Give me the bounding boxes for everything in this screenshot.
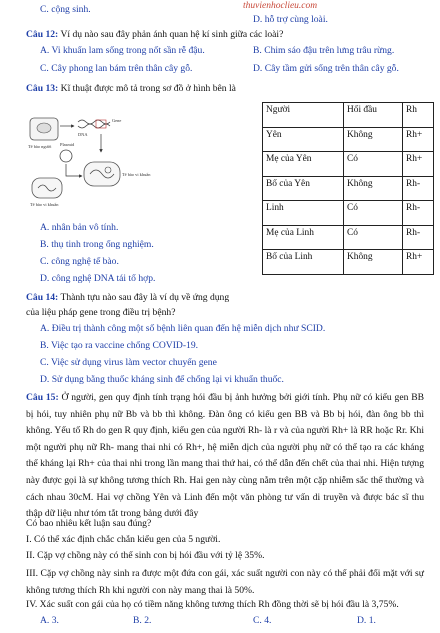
- table-cell: Có: [344, 152, 403, 177]
- recombinant-dna-diagram: [26, 116, 156, 210]
- q12-option-c: C. Cây phong lan bám trên thân cây gỗ.: [40, 63, 193, 74]
- table-cell: Rh-: [403, 176, 434, 201]
- table-row: [263, 127, 434, 152]
- question-text: Ở người, gen quy định tính trạng hói đầu bị ảnh hưởng bởi giới tính. Phụ nữ có kiểu gen BB bị hói, tuy nhiên phụ nữ Bb và bb thì không. Đàn ông có kiểu gen BB và Bb bị hói, đàn ông bb thì không. Yếu tố Rh do gen R quy định, kiểu gen của người Rh- là r và của người Rh+ là RR hoặc Rr. Khi một người phụ nữ Rh- mang thai nhi có Rh+, hệ miễn dịch của người phụ nữ có thể tạo ra các kháng thể kháng lại Rh+ của thai nhi trong lần mang thai thứ hai, có thể dẫn đến chết của thai nhi. Hiện tượng này được gọi là sự không tương thích Rh. Hai gen này cùng nằm trên một cặp nhiễm sắc thể thường và cách nhau 30cM. Hai vợ chồng Yên và Linh đến một văn phòng tư vấn di truyền và được bác sĩ thu thập dữ liệu như tóm tắt trong bảng dưới đây: [26, 392, 424, 520]
- diagram-label: DNA: [78, 132, 88, 137]
- question-12: [26, 29, 283, 41]
- question-label: Câu 14:: [26, 292, 59, 303]
- question-text: Ví dụ nào sau đây phản ánh quan hệ kí sinh giữa các loài?: [58, 29, 284, 40]
- statement-2: II. Cặp vợ chồng này có thể sinh con bị hói đầu với tỷ lệ 35%.: [26, 550, 265, 561]
- diagram-label: Tế bào vi khuẩn: [30, 202, 59, 207]
- table-header: Hối đầu: [344, 103, 403, 128]
- table-row: [263, 152, 434, 177]
- table-cell: Không: [344, 250, 403, 275]
- statement-3: III. Cặp vợ chồng này sinh ra được một đứa con gái, xác suất người con này có thể phải đối mặt với sự không tương thích Rh khi người con này mang thai là 50%.: [26, 568, 424, 596]
- table-header-row: [263, 103, 434, 128]
- q15-option-a: A. 3.: [40, 615, 59, 626]
- question-label: Câu 15:: [26, 392, 59, 403]
- question-label: Câu 12:: [26, 29, 59, 40]
- question-13: [26, 83, 236, 95]
- question-14: [26, 292, 229, 304]
- table-cell: Không: [344, 127, 403, 152]
- table-cell: Mẹ của Yên: [263, 152, 344, 177]
- q13-option-b: B. thụ tinh trong ống nghiệm.: [40, 239, 154, 250]
- table-cell: Có: [344, 225, 403, 250]
- question-text-cont: của liệu pháp gene trong điều trị bệnh?: [26, 307, 176, 318]
- table-header: Người: [263, 103, 344, 128]
- question-15: [26, 390, 424, 523]
- q13-option-c: C. công nghệ tế bào.: [40, 256, 119, 267]
- table-cell: Rh+: [403, 152, 434, 177]
- table-row: [263, 250, 434, 275]
- q14-option-c: C. Việc sử dụng virus làm vector chuyển gene: [40, 357, 217, 368]
- q15-option-d: D. 1.: [357, 615, 376, 626]
- table-cell: Bố của Linh: [263, 250, 344, 275]
- statement-4: IV. Xác suất con gái của họ có tiềm năng không tương thích Rh đồng thời sẽ bị hói đầu là 3,75%.: [26, 599, 399, 610]
- q13-option-d: D. công nghệ DNA tái tổ hợp.: [40, 273, 156, 284]
- table-row: [263, 201, 434, 226]
- diagram-label: Gene: [112, 118, 122, 123]
- table-cell: Mẹ của Linh: [263, 225, 344, 250]
- question-text: Kĩ thuật được mô tả trong sơ đồ ở hình bên là: [58, 83, 236, 94]
- diagram-label: Tế bào vi khuẩn: [122, 172, 151, 177]
- q14-option-a: A. Điều trị thành công một số bệnh liên quan đến hệ miễn dịch như SCID.: [40, 323, 326, 334]
- option-c: C. cộng sinh.: [40, 4, 91, 15]
- q15-option-c: C. 4.: [253, 615, 272, 626]
- statement-1: I. Có thể xác định chắc chắn kiểu gen của 5 người.: [26, 534, 221, 545]
- table-header: Rh: [403, 103, 434, 128]
- table-cell: Linh: [263, 201, 344, 226]
- table-cell: Yên: [263, 127, 344, 152]
- table-cell: Không: [344, 176, 403, 201]
- diagram-label: Tế bào người: [28, 144, 52, 149]
- table-cell: Rh+: [403, 127, 434, 152]
- q15-option-b: B. 2.: [133, 615, 152, 626]
- q12-option-d: D. Cây tầm gửi sống trên thân cây gỗ.: [253, 63, 399, 74]
- table-cell: Rh-: [403, 201, 434, 226]
- q14-option-d: D. Sử dụng bằng thuốc kháng sinh để chống lại vi khuẩn thuốc.: [40, 374, 284, 385]
- q12-option-a: A. Vi khuẩn lam sống trong nốt sần rễ đậu.: [40, 45, 205, 56]
- question-prompt: Có bao nhiêu kết luận sau đúng?: [26, 518, 152, 529]
- table-cell: Rh-: [403, 225, 434, 250]
- table-cell: Có: [344, 201, 403, 226]
- question-label: Câu 13:: [26, 83, 59, 94]
- option-d: D. hỗ trợ cùng loài.: [253, 14, 328, 25]
- table-row: [263, 176, 434, 201]
- diagram-label: Plasmid: [60, 142, 75, 147]
- table-cell: Bố của Yên: [263, 176, 344, 201]
- question-text: Thành tựu nào sau đây là ví dụ về ứng dụng: [58, 292, 230, 303]
- family-data-table: [262, 102, 434, 275]
- table-cell: Rh+: [403, 250, 434, 275]
- table-row: [263, 225, 434, 250]
- q12-option-b: B. Chim sáo đậu trên lưng trâu rừng.: [253, 45, 395, 56]
- watermark: thuvienhoclieu.com: [243, 1, 318, 11]
- q14-option-b: B. Việc tạo ra vaccine chống COVID-19.: [40, 340, 199, 351]
- q13-option-a: A. nhân bản vô tính.: [40, 222, 119, 233]
